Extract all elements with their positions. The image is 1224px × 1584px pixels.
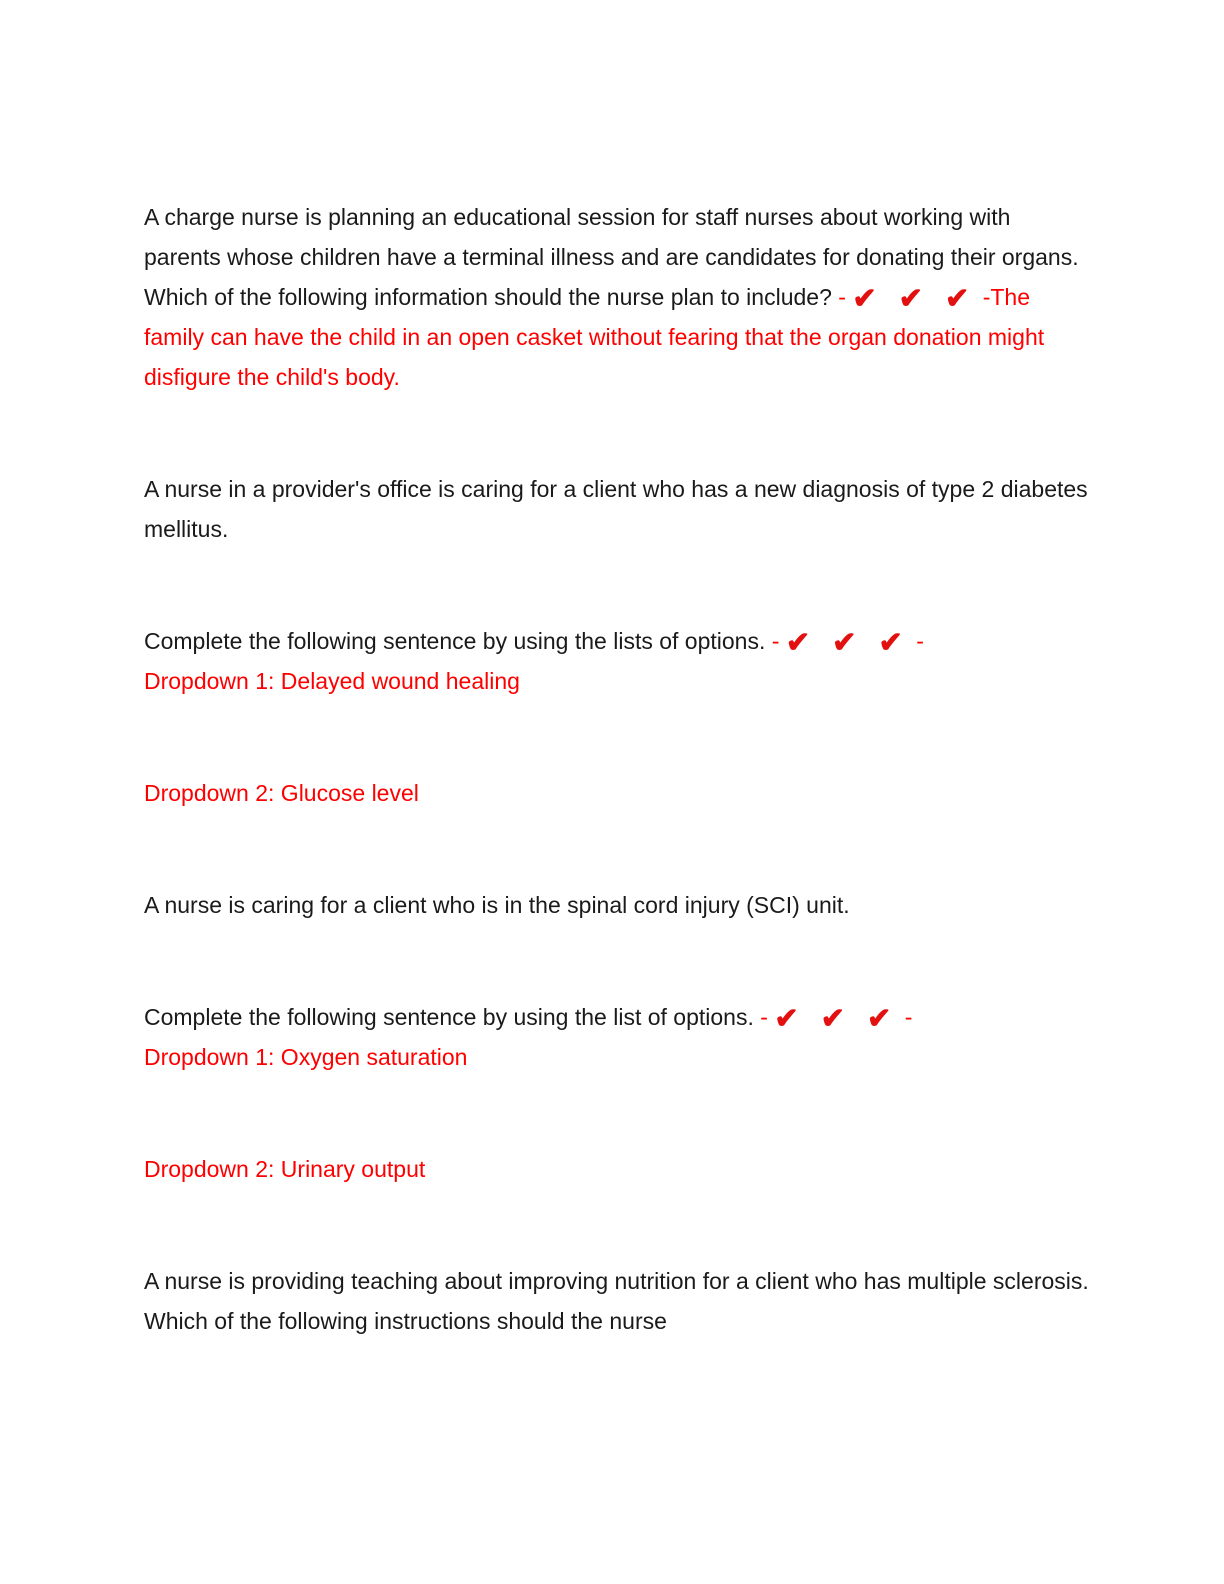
answer-dash: - xyxy=(838,284,853,310)
sentence-completion-sci xyxy=(144,997,1089,1077)
answer-text: Dropdown 2: Urinary output xyxy=(144,1156,426,1182)
question-text: A nurse is providing teaching about improving nutrition for a client who has multiple sclerosis. Which of the following instructions should the nurse xyxy=(144,1268,1089,1334)
question-text: Complete the following sentence by using the lists of options. xyxy=(144,628,772,654)
question-diabetes-intro xyxy=(144,469,1089,549)
answer-dash: - xyxy=(760,1004,775,1030)
answer-text: Dropdown 1: Delayed wound healing xyxy=(144,668,520,694)
question-text: A nurse is caring for a client who is in the spinal cord injury (SCI) unit. xyxy=(144,892,850,918)
answer-dash: - xyxy=(898,1004,913,1030)
question-text: A charge nurse is planning an educational session for staff nurses about working with parents whose children have a terminal illness and are candidates for donating their organs. Which of the following information should the nurse plan to include? xyxy=(144,204,1079,310)
checkmarks-icon: ✔ ✔ ✔ xyxy=(785,627,910,659)
sentence-completion-diabetes xyxy=(144,621,1089,701)
question-organ-donation xyxy=(144,197,1089,397)
answer-dash: - xyxy=(909,628,924,654)
answer-text: -The family can have the child in an open casket without fearing that the organ donation might disfigure the child's body. xyxy=(144,284,1045,390)
answer-text: Dropdown 1: Oxygen saturation xyxy=(144,1044,468,1070)
dropdown2-glucose xyxy=(144,773,1089,813)
checkmarks-icon: ✔ ✔ ✔ xyxy=(852,283,977,315)
question-sci-intro xyxy=(144,885,1089,925)
question-ms-nutrition xyxy=(144,1261,1089,1341)
dropdown2-urinary xyxy=(144,1149,1089,1189)
checkmarks-icon: ✔ ✔ ✔ xyxy=(774,1003,899,1035)
answer-dash: - xyxy=(771,628,786,654)
question-text: A nurse in a provider's office is caring for a client who has a new diagnosis of type 2 diabetes mellitus. xyxy=(144,476,1088,542)
question-text: Complete the following sentence by using the list of options. xyxy=(144,1004,761,1030)
answer-text: Dropdown 2: Glucose level xyxy=(144,780,419,806)
